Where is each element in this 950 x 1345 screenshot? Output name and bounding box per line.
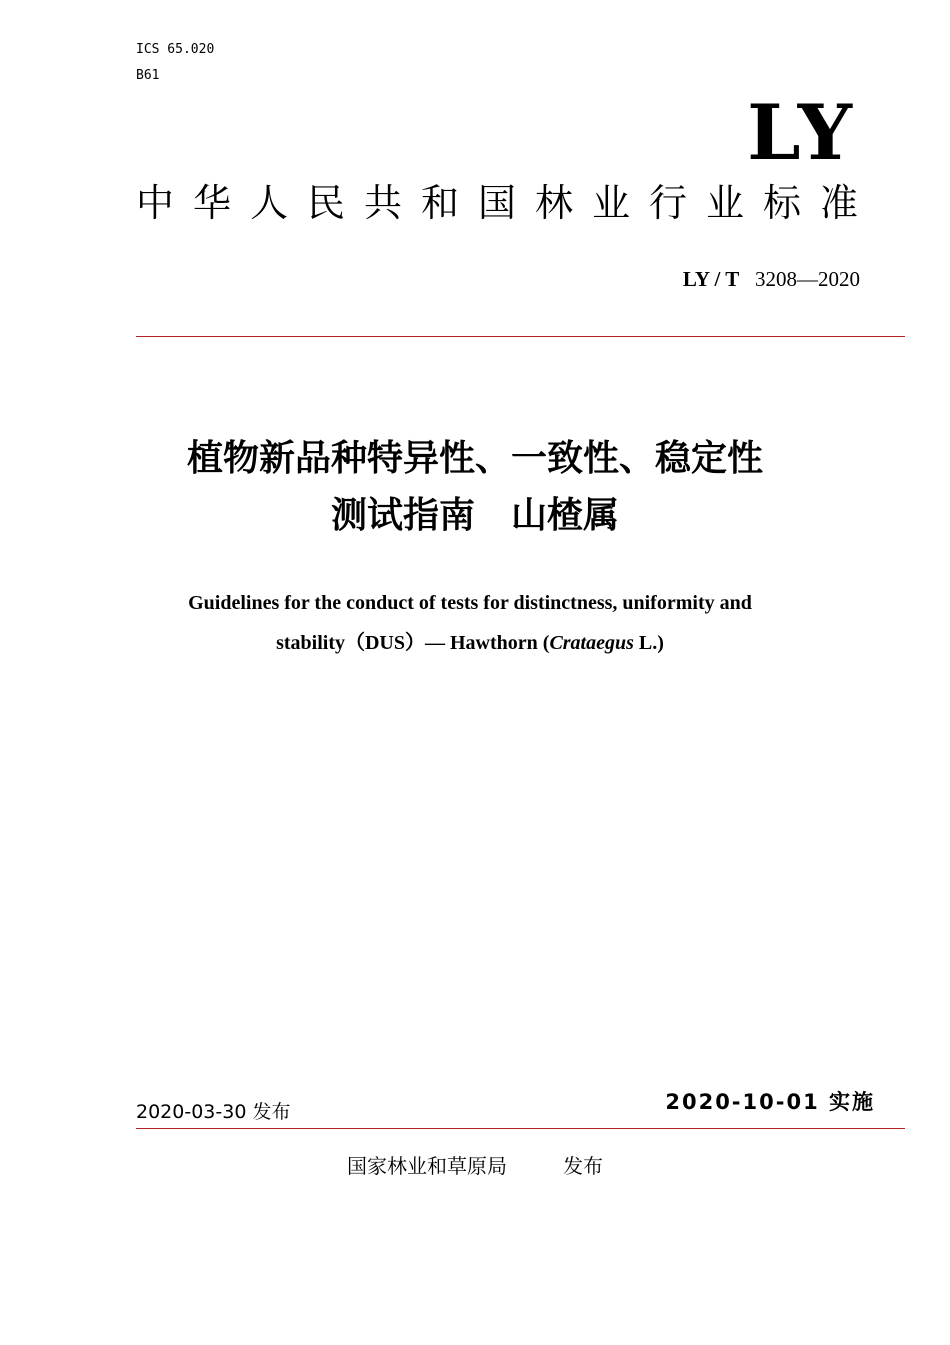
- chinese-title-line-2: 测试指南 山楂属: [330, 495, 619, 536]
- publisher-name: 国家林业和草原局: [347, 1154, 507, 1178]
- standard-number-value: 3208—2020: [755, 267, 860, 291]
- issue-date: 2020-03-30 发布: [136, 1101, 291, 1123]
- english-title-line-1: Guidelines for the conduct of tests for distinctness, uniformity and: [188, 592, 752, 614]
- english-title-part-start: stability（DUS）— Hawthorn (: [276, 632, 550, 654]
- english-title-genus: Crataegus: [549, 632, 634, 654]
- ly-logo: LY: [747, 88, 854, 177]
- english-title-part-end: L.): [633, 632, 664, 654]
- standard-prefix: LY / T: [682, 267, 740, 291]
- standard-number: [683, 266, 860, 292]
- ccs-code: B61: [136, 68, 160, 83]
- bottom-divider: [136, 1128, 905, 1129]
- english-title-line-2: [40, 629, 900, 657]
- standard-type-title: 中华人民共和国林业行业标准: [136, 181, 878, 225]
- top-divider: [136, 336, 905, 337]
- chinese-title-line-1: 植物新品种特异性、一致性、稳定性: [186, 438, 763, 479]
- ics-code: ICS 65.020: [136, 42, 215, 57]
- implementation-date: 2020-10-01 实施: [665, 1090, 875, 1114]
- publisher-line: [0, 1152, 950, 1180]
- publish-label: 发布: [563, 1154, 603, 1178]
